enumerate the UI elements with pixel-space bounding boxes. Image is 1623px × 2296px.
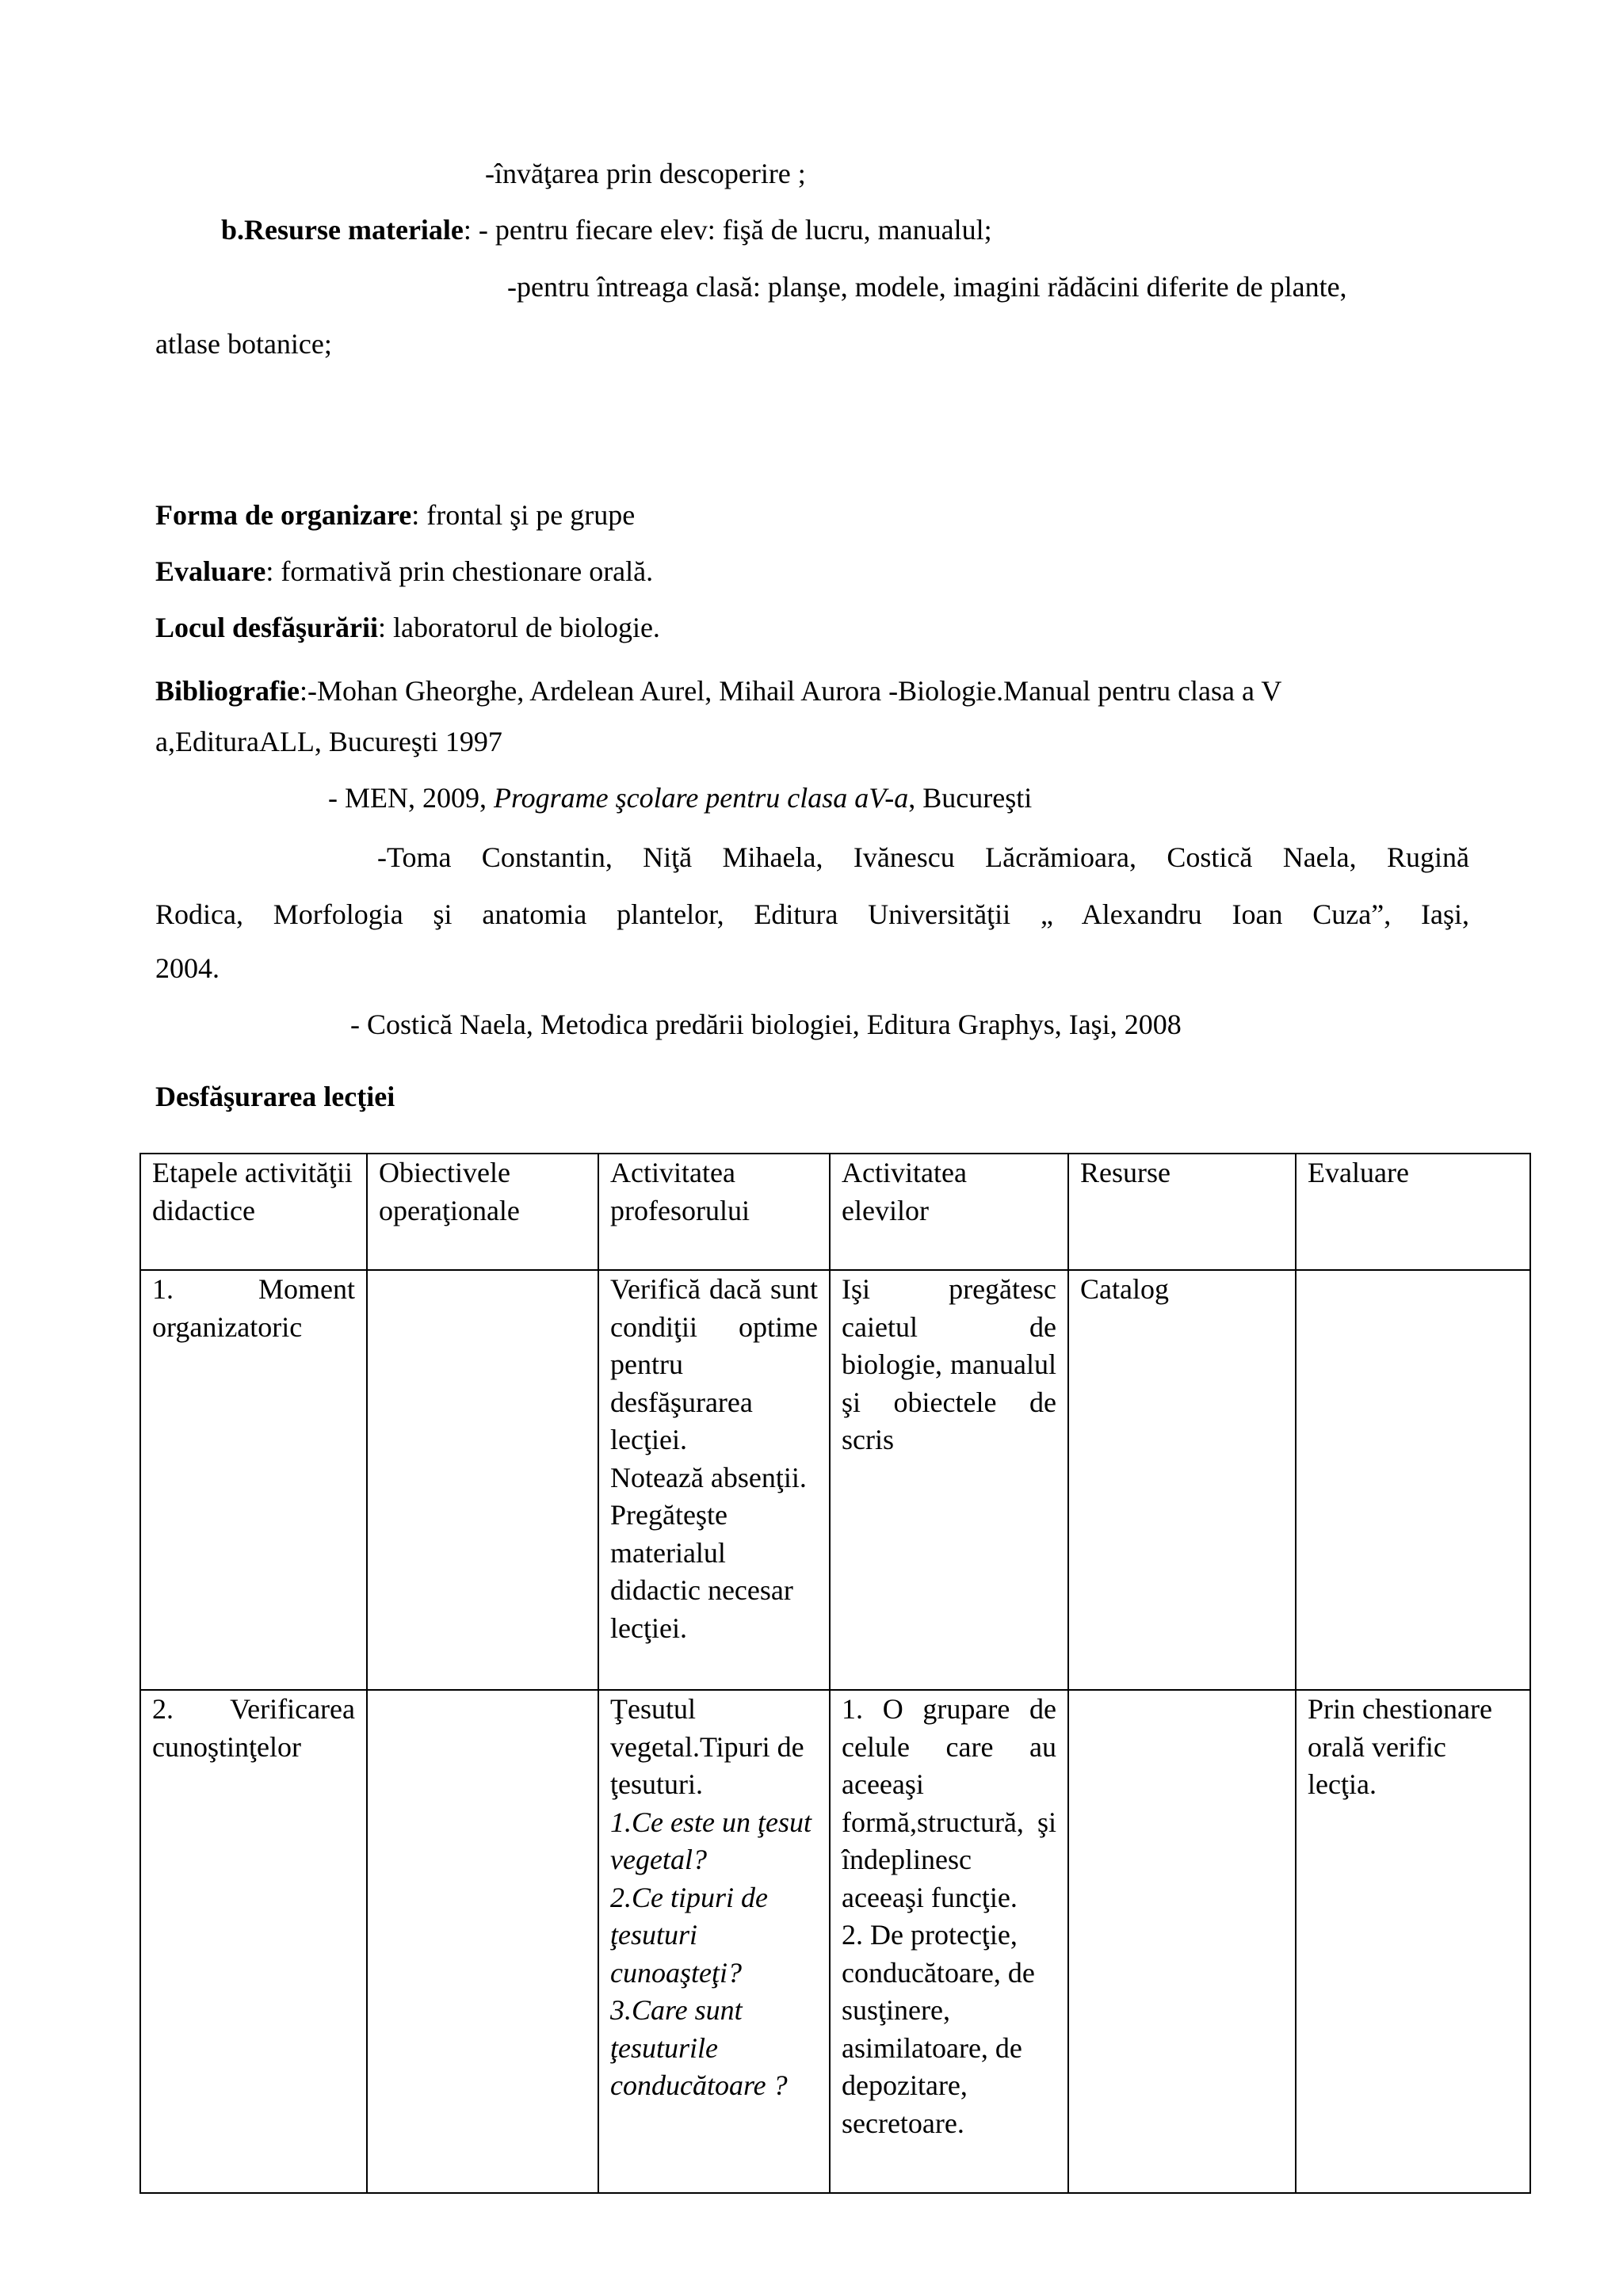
row1-etapa: [140, 1270, 367, 1690]
forma-label: Forma de organizare: [155, 499, 412, 531]
row1-elevi-text: Işi pregătesc caietul de biologie, manualul şi obiectele de scris: [842, 1273, 1056, 1455]
row2-elevi: [830, 1690, 1068, 2193]
row1-profesor-p1: Verifică dacă sunt condiţii optime pentru desfăşurarea lecţiei.: [610, 1273, 818, 1455]
row1-obiective: [367, 1270, 598, 1690]
locul-line: [155, 609, 660, 646]
evaluare-label: Evaluare: [155, 555, 266, 587]
resources-line-3: atlase botanice;: [155, 328, 332, 360]
bibliography-entry-2-suffix: , Bucureşti: [908, 782, 1033, 814]
row1-profesor-p3: Pregăteşte materialul didactic necesar lecţiei.: [610, 1499, 793, 1644]
resources-student-text: : - pentru fiecare elev: fişă de lucru, manualul;: [463, 214, 992, 246]
row2-question-1: 1.Ce este un ţesut vegetal?: [610, 1806, 812, 1875]
row2-evaluare: Prin chestionare orală verific lecţia.: [1296, 1690, 1530, 2193]
header-evaluare: Evaluare: [1296, 1154, 1530, 1270]
row2-question-3: 3.Care sunt ţesuturile conducătoare ?: [610, 1994, 788, 2101]
resources-line-2: -pentru întreaga clasă: planşe, modele, imagini rădăcini diferite de plante,: [507, 271, 1347, 303]
table-header-row: [140, 1154, 1530, 1270]
row2-obiective: [367, 1690, 598, 2193]
lesson-table: [139, 1153, 1531, 2194]
row2-question-2: 2.Ce tipuri de ţesuturi cunoaşteţi?: [610, 1881, 768, 1989]
bibliography-entry-3-line-2: Rodica, Morfologia şi anatomia plantelor, Editura Universităţii „ Alexandru Ioan Cuza”, Iaşi,: [155, 898, 1469, 930]
header-activitatea-profesorului: Activitatea profesorului: [598, 1154, 830, 1270]
bibliography-entry-2: [328, 780, 1032, 816]
bibliography-entry-3-line-3: 2004.: [155, 952, 220, 984]
row1-profesor: [598, 1270, 830, 1690]
table-row: [140, 1270, 1530, 1690]
row2-etapa: [140, 1690, 367, 2193]
header-obiectivele: Obiectivele operaţionale: [367, 1154, 598, 1270]
evaluare-value: : formativă prin chestionare orală.: [265, 555, 654, 587]
resources-line-1: [221, 212, 992, 248]
row1-elevi: [830, 1270, 1068, 1690]
bibliography-entry-2-title: Programe şcolare pentru clasa aV-a: [494, 782, 909, 814]
row1-etapa-text: 1. Moment organizatoric: [152, 1273, 355, 1343]
row1-profesor-p2: Notează absenţii.: [610, 1461, 807, 1493]
row1-resurse: Catalog: [1068, 1270, 1296, 1690]
forma-line: [155, 497, 635, 533]
section-title: Desfăşurarea lecţiei: [155, 1081, 395, 1112]
bibliography-entry-4: - Costică Naela, Metodica predării biologiei, Editura Graphys, Iaşi, 2008: [350, 1009, 1182, 1040]
locul-value: : laboratorul de biologie.: [378, 612, 660, 643]
bibliography-entry-1-text: :-Mohan Gheorghe, Ardelean Aurel, Mihail Aurora -Biologie.Manual pentru clasa a V: [300, 675, 1282, 707]
row2-resurse: [1068, 1690, 1296, 2193]
evaluare-line: [155, 553, 653, 589]
row1-evaluare: [1296, 1270, 1530, 1690]
row2-etapa-text: 2. Verificarea cunoştinţelor: [152, 1693, 355, 1763]
locul-label: Locul desfăşurării: [155, 612, 379, 643]
header-etapele: Etapele activităţii didactice: [140, 1154, 367, 1270]
row2-profesor: [598, 1690, 830, 2193]
method-line: -învăţarea prin descoperire ;: [485, 158, 806, 189]
resources-label: b.Resurse materiale: [221, 214, 464, 246]
table-row: [140, 1690, 1530, 2193]
row2-profesor-intro: Ţesutul vegetal.Tipuri de ţesuturi.: [610, 1693, 804, 1800]
bibliography-entry-3-line-1: -Toma Constantin, Niţă Mihaela, Ivănescu Lăcrămioara, Costică Naela, Rugină: [377, 841, 1469, 873]
bibliography-label: Bibliografie: [155, 675, 300, 707]
header-resurse: Resurse: [1068, 1154, 1296, 1270]
header-activitatea-elevilor: Activitatea elevilor: [830, 1154, 1068, 1270]
bibliography-entry-1-cont: a,EdituraALL, Bucureşti 1997: [155, 726, 502, 757]
bibliography-entry-1: [155, 662, 1469, 719]
bibliography-entry-2-prefix: - MEN, 2009,: [328, 782, 494, 814]
row2-answer-2: 2. De protecţie, conducătoare, de susţinere, asimilatoare, de depozitare, secretoare.: [842, 1919, 1035, 2139]
forma-value: : frontal şi pe grupe: [411, 499, 636, 531]
row2-answer-1: 1. O grupare de celule care au aceeaşi formă,structură, şi îndeplinesc aceeaşi funcţie.: [842, 1693, 1056, 1913]
